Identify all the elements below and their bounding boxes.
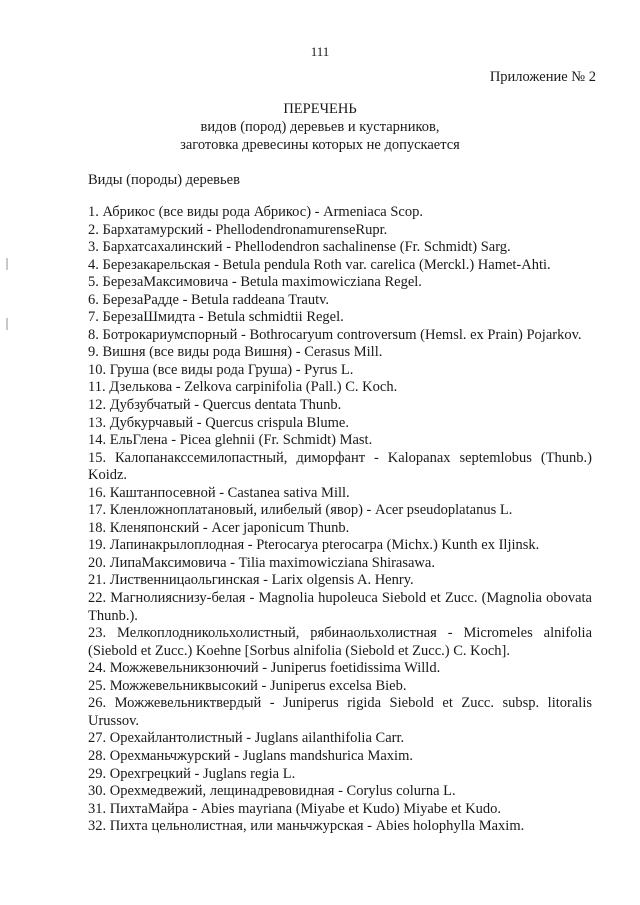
list-item: 8. Ботрокариумспорный - Bothrocaryum controversum (Hemsl. ex Prain) Pojarkov. bbox=[88, 326, 582, 343]
section-title: Виды (породы) деревьев bbox=[88, 172, 240, 188]
appendix-label: Приложение № 2 bbox=[489, 69, 596, 85]
list-item: 2. Бархатамурский - PhellodendronamurenseRupr. bbox=[88, 221, 388, 238]
list-item: 20. ЛипаМаксимовича - Tilia maximowicziana Shirasawa. bbox=[88, 554, 435, 571]
list-item: 11. Дзелькова - Zelkova carpinifolia (Pall.) C. Koch. bbox=[88, 379, 398, 396]
list-item: 25. Можжевельниквысокий - Juniperus excelsa Bieb. bbox=[88, 677, 407, 694]
list-item: 16. Каштанпосевной - Castanea sativa Mill. bbox=[88, 484, 350, 501]
list-item: 23. Мелкоплодникольхолистный, рябинаольхолистная - Micromeles alnifolia (Siebold et Zucc.) Koehne [Sorbus alnifolia (Siebold et Zucc.) C. Koch]. bbox=[88, 625, 592, 659]
document-title: ПЕРЕЧЕНЬ bbox=[283, 101, 357, 117]
scan-mark bbox=[6, 258, 8, 270]
list-item: 19. Лапинакрылоплодная - Pterocarya pterocarpa (Michx.) Kunth ex Iljinsk. bbox=[88, 537, 540, 554]
list-item: 28. Орехманьчжурский - Juglans mandshurica Maxim. bbox=[88, 747, 413, 764]
list-item: 13. Дубкурчавый - Quercus crispula Blume. bbox=[88, 414, 349, 431]
list-item: 6. БерезаРадде - Betula raddeana Trautv. bbox=[88, 291, 330, 308]
list-item: 7. БерезаШмидта - Betula schmidtii Regel. bbox=[88, 309, 344, 326]
list-item: 5. БерезаМаксимовича - Betula maximowicziana Regel. bbox=[88, 274, 422, 291]
list-item: 12. Дубзубчатый - Quercus dentata Thunb. bbox=[88, 397, 342, 414]
list-item: 22. Магнолияснизу-белая - Magnolia hupoleuca Siebold et Zucc. (Magnolia obovata Thunb.). bbox=[88, 590, 592, 624]
document-heading bbox=[0, 100, 640, 154]
list-item: 3. Бархатсахалинский - Phellodendron sachalinense (Fr. Schmidt) Sarg. bbox=[88, 239, 511, 256]
species-list bbox=[88, 204, 592, 836]
document-subtitle-line: заготовка древесины которых не допускается bbox=[180, 137, 460, 153]
document-subtitle-line: видов (пород) деревьев и кустарников, bbox=[200, 119, 440, 135]
list-item: 26. Можжевельниктвердый - Juniperus rigida Siebold et Zucc. subsp. litoralis Urussov. bbox=[88, 695, 592, 729]
scan-mark bbox=[6, 318, 8, 330]
list-item: 29. Орехгрецкий - Juglans regia L. bbox=[88, 765, 296, 782]
list-item: 27. Орехайлантолистный - Juglans ailanthifolia Carr. bbox=[88, 730, 405, 747]
list-item: 4. Березакарельская - Betula pendula Roth var. carelica (Merckl.) Hamet-Ahti. bbox=[88, 256, 551, 273]
list-item: 10. Груша (все виды рода Груша) - Pyrus L. bbox=[88, 361, 354, 378]
list-item: 9. Вишня (все виды рода Вишня) - Cerasus Mill. bbox=[88, 344, 383, 361]
list-item: 14. ЕльГлена - Picea glehnii (Fr. Schmidt) Mast. bbox=[88, 432, 373, 449]
list-item: 31. ПихтаМайра - Abies mayriana (Miyabe et Kudo) Miyabe et Kudo. bbox=[88, 800, 502, 817]
list-item: 1. Абрикос (все виды рода Абрикос) - Armeniaca Scop. bbox=[88, 204, 423, 220]
list-item: 18. Кленяпонский - Acer japonicum Thunb. bbox=[88, 519, 350, 536]
list-item: 32. Пихта цельнолистная, или маньчжурская - Abies holophylla Maxim. bbox=[88, 818, 525, 835]
list-item: 17. Кленложноплатановый, илибелый (явор) - Acer pseudoplatanus L. bbox=[88, 502, 513, 519]
list-item: 30. Орехмедвежий, лещинадревовидная - Corylus colurna L. bbox=[88, 783, 456, 800]
list-item: 24. Можжевельникзонючий - Juniperus foetidissima Willd. bbox=[88, 660, 441, 677]
page-number: 111 bbox=[310, 44, 330, 59]
list-item: 15. Калопанакссемилопастный, диморфант - Kalopanax septemlobus (Thunb.) Koidz. bbox=[88, 449, 592, 484]
list-item: 21. Лиственницаольгинская - Larix olgensis A. Henry. bbox=[88, 572, 414, 589]
